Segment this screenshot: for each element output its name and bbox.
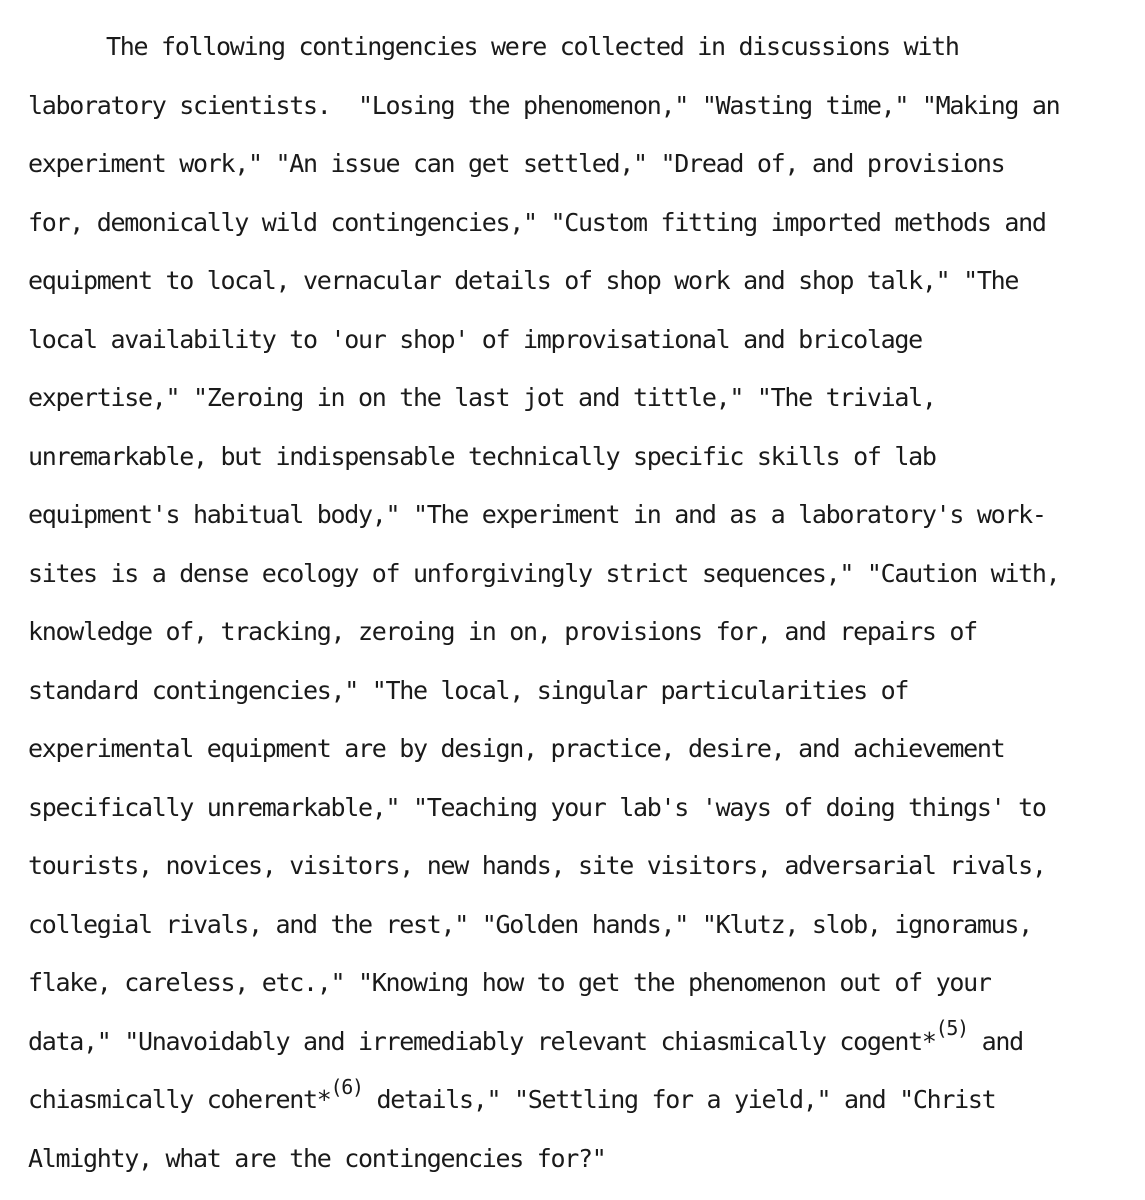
text-segment: details," "Settling for a yield," and "Christ [362, 1085, 996, 1114]
text-line: equipment's habitual body," "The experiment in and as a laboratory's work- [28, 500, 1046, 529]
text-line: sites is a dense ecology of unforgivingly strict sequences," "Caution with, [28, 558, 1060, 588]
text-line: specifically unremarkable," "Teaching your lab's 'ways of doing things' to [28, 792, 1046, 822]
text-line: tourists, novices, visitors, new hands, site visitors, adversarial rivals, [28, 851, 1046, 880]
text-line: laboratory scientists. "Losing the phenomenon," "Wasting time," "Making an [28, 90, 1060, 120]
text-line: local availability to 'our shop' of improvisational and bricolage [28, 324, 922, 354]
text-line: flake, careless, etc.," "Knowing how to get the phenomenon out of your [28, 968, 991, 997]
text-line-with-footnote [28, 1071, 1128, 1130]
text-line: experiment work," "An issue can get settled," "Dread of, and provisions [28, 149, 1005, 178]
paragraph [28, 18, 1128, 1188]
text-segment: chiasmically coherent* [28, 1085, 331, 1114]
text-line-with-footnote [28, 1013, 1128, 1072]
text-line: Almighty, what are the contingencies for?" [28, 1143, 606, 1173]
text-line: equipment to local, vernacular details of shop work and shop talk," "The [28, 266, 1019, 295]
footnote-marker: (6) [330, 1074, 363, 1099]
text-line: knowledge of, tracking, zeroing in on, provisions for, and repairs of [28, 617, 977, 646]
text-line: standard contingencies," "The local, singular particularities of [28, 675, 909, 705]
text-segment: and [967, 1026, 1023, 1056]
text-segment: data," "Unavoidably and irremediably relevant chiasmically cogent* [28, 1026, 936, 1056]
text-line: for, demonically wild contingencies," "Custom fitting imported methods and [28, 207, 1046, 237]
text-line: collegial rivals, and the rest," "Golden hands," "Klutz, slob, ignoramus, [28, 909, 1032, 939]
text-line: expertise," "Zeroing in on the last jot and tittle," "The trivial, [28, 383, 936, 412]
text-line: experimental equipment are by design, practice, desire, and achievement [28, 734, 1005, 763]
text-line: The following contingencies were collected in discussions with [106, 32, 959, 61]
footnote-marker: (5) [935, 1016, 968, 1041]
text-line: unremarkable, but indispensable technically specific skills of lab [28, 441, 936, 471]
